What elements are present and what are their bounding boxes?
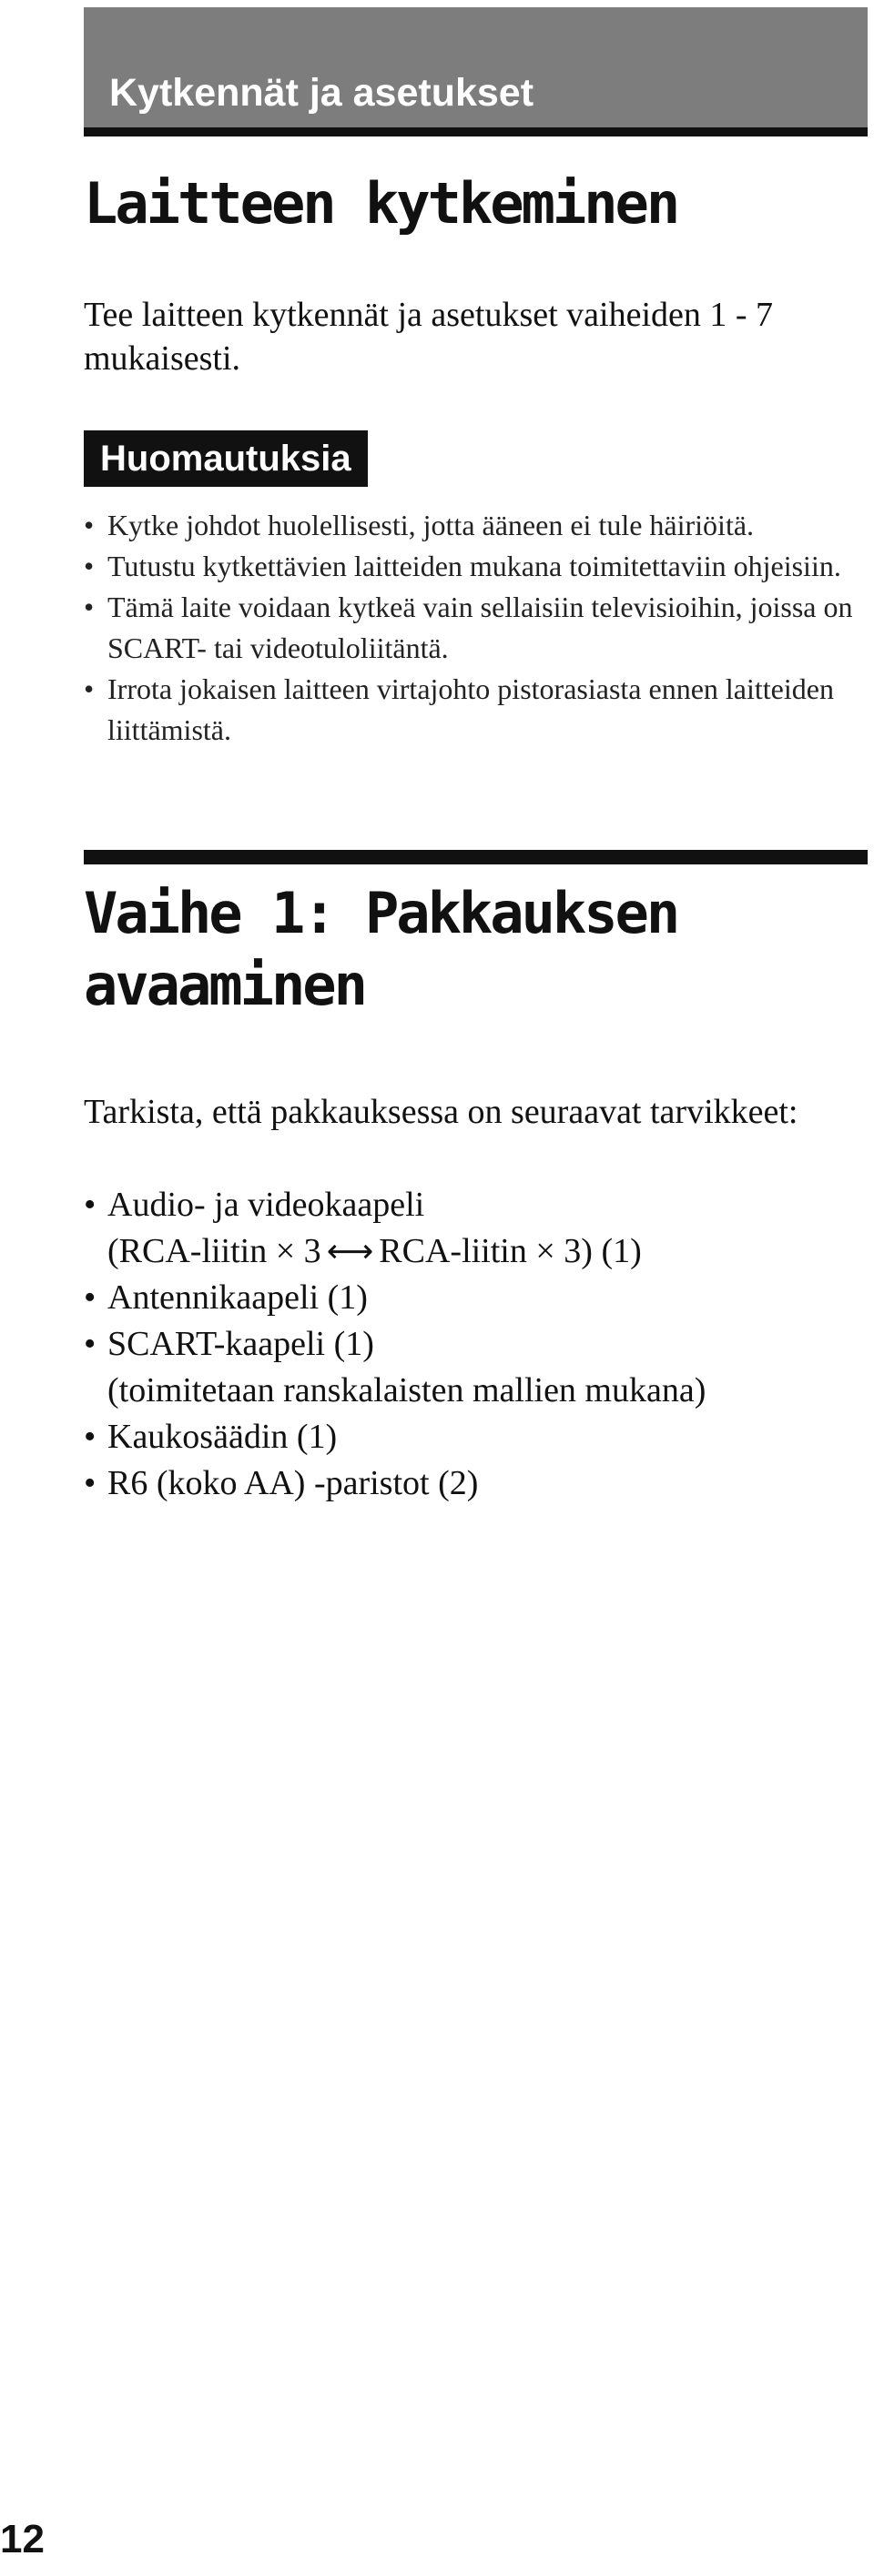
package-list [84, 1182, 869, 1507]
notes-list [84, 505, 869, 751]
package-item-antenna-cable: • Antennikaapeli (1) [84, 1275, 869, 1321]
package-item-detail: (toimitetaan ranskalaisten mallien mukana) [107, 1371, 706, 1409]
notes-item: • Tutustu kytkettävien laitteiden mukana toimitettaviin ohjeisiin. [84, 546, 869, 587]
package-item-av-cable [84, 1182, 869, 1275]
notes-item: • Kytke johdot huolellisesti, jotta ääneen ei tule häiriöitä. [84, 505, 869, 546]
section-title: Kytkennät ja asetukset [109, 71, 534, 115]
page-number: 12 [0, 2517, 45, 2561]
notes-item: • Irrota jokaisen laitteen virtajohto pistorasiasta ennen laitteiden liittämistä. [84, 669, 869, 751]
package-item-scart-cable [84, 1321, 869, 1414]
connector-left: (RCA-liitin × 3 [107, 1232, 321, 1270]
package-intro: Tarkista, että pakkauksessa on seuraavat tarvikkeet: [84, 1093, 798, 1131]
double-arrow-icon: ⟷ [326, 1233, 374, 1270]
notes-item: • Tämä laite voidaan kytkeä vain sellaisiin televisioihin, joissa on SCART- tai videotuloliitäntä. [84, 587, 869, 669]
package-item-label: • SCART-kaapeli (1) [107, 1325, 374, 1363]
package-item-label: • Audio- ja videokaapeli [107, 1186, 425, 1224]
package-item-detail [107, 1228, 869, 1275]
intro-paragraph: Tee laitteen kytkennät ja asetukset vaiheiden 1 - 7 mukaisesti. [84, 296, 774, 378]
notes-label: Huomautuksia [84, 430, 368, 487]
page-heading: Laitteen kytkeminen [84, 170, 678, 237]
package-item-batteries: • R6 (koko AA) -paristot (2) [84, 1460, 869, 1507]
step-heading: Vaihe 1: Pakkauksen avaaminen [84, 880, 678, 1018]
package-item-remote: • Kaukosäädin (1) [84, 1414, 869, 1460]
connector-right: RCA-liitin × 3) (1) [379, 1232, 642, 1270]
section-divider [84, 850, 868, 864]
section-banner [84, 7, 868, 136]
